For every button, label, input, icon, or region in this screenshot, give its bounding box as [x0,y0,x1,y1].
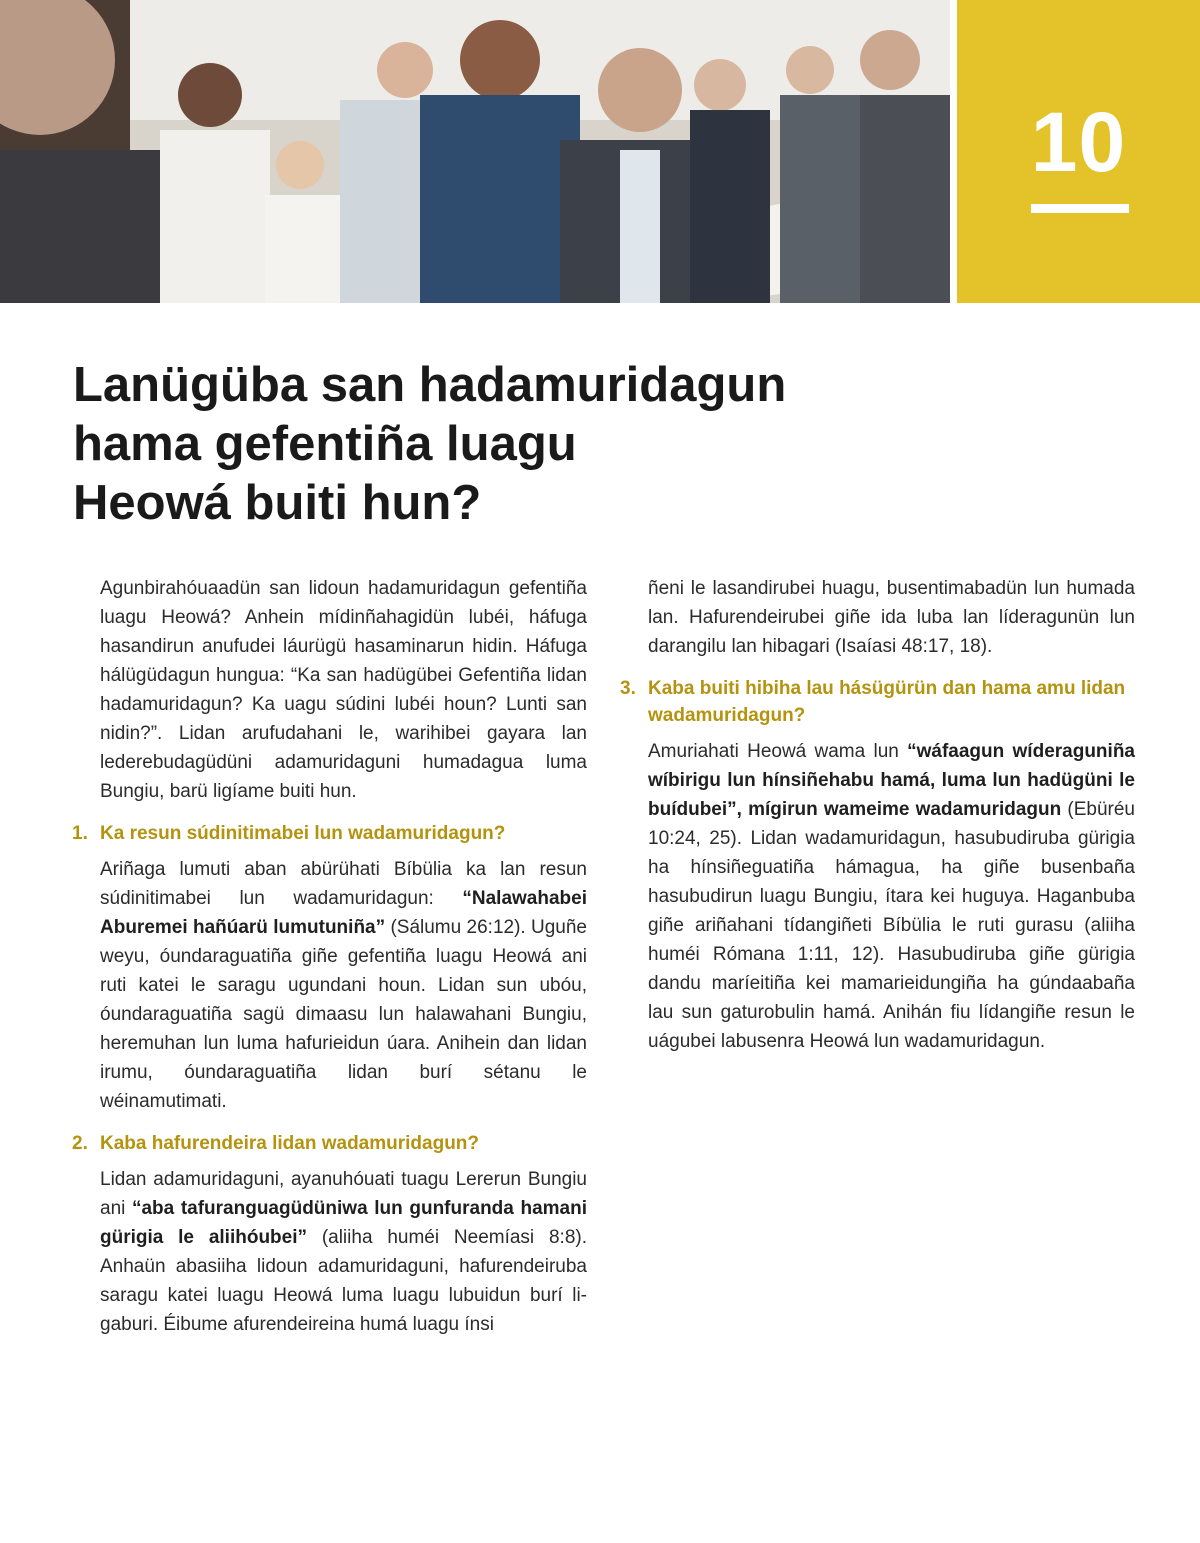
congregation-photo [0,0,950,303]
intro-paragraph: Agunbirahóuaadün san lidoun hadamuridagun gefentiña luagu Heowá? Anhein mídinñahagidün lubéi, háfuga hasandirun anufudei láurügü hasaminarun hidin. Háfuga hálügüdagun hungua: “Ka san hadügübei Gefentiña lidan hadamuridagun? Ka uagu súdini lubéi houn? Lunti san nidin?”. Lidan arufudahani le, warihibei gayara lan lederebudagüdüni adamuridaguni humadagua luma Bungiu, barü ligíame buiti hun. [100,578,587,802]
text-run: (Sálumu 26:12). Uguñe weyu, óundaraguatiña giñe gefentiña luagu Heowá ani ruti katei le saragu ugundani houn. Lidan sun ubóu, óundaraguatiña sagü dimaasu lun halawahani Bungiu, heremuhan lun luma hafurieidun úara. Anihein dan lidan irumu, óundaraguatiña lidan burí sétanu le wéinamutimati. [100,917,587,1112]
answer-paragraph-2 [100,1165,587,1339]
chapter-number: 10 [1030,95,1127,189]
answer-paragraph-3 [648,737,1135,1056]
scripture-quote: “wáfaagun wíderaguniña wíbirigu lun hínsiñehabu hamá, luma lun hadügüni le buídubei”, mígirun wameime wadamuridagun [648,741,1135,820]
text-run: Amuriahati Heowá wama lun [648,741,908,762]
title-line: hama gefentiña luagu [73,417,577,471]
answer-paragraph-2-continued: ñeni le lasandirubei huagu, busentimabadün lun humada lan. Hafurendeirubei giñe ida luba lan líderagunün lun darangilu lan hibagari (Isaíasi 48:17, 18). [648,578,1135,657]
question-heading-2 [72,1130,587,1157]
chapter-badge [957,0,1200,303]
question-heading-3 [620,675,1135,729]
question-text: Ka resun súdinitimabei lun wadamuridagun? [100,823,506,844]
page-title [73,356,853,533]
header-photo [0,0,950,303]
title-line: Heowá buiti hun? [73,476,482,530]
text-run: (Ebüréu 10:24, 25). Lidan wadamuridagun, hasubudiruba gürigia ha hínsiñeguatiña hámagua, ha giñe busenbaña hasubudirun luagu Bungiu, ítara kei huguya. Haganbuba giñe ariñahani tídangiñeti Bíbülia le ruti gurasu (aliiha huméi Rómana 1:11, 12). Hasubudiruba giñe gürigia dandu maríeitiña kei mamarieidungiña ha gúndaabaña lau sun gaturobulin hamá. Anihán fiu lídangiñe resun le uágubei labusenra Heowá lun wadamuridagun. [648,799,1136,1052]
text-run: Ariñaga lumuti aban abürühati Bíbülia ka lan resun súdinitimabei lun wadamuridagun: [100,859,587,909]
scripture-quote: “aba tafuranguagüdüniwa lun gunfuranda hamani gürigia le aliihóubei” [100,1198,587,1248]
question-text: Kaba buiti hibiha lau hásügürün dan hama amu lidan wadamuridagun? [648,678,1126,726]
title-line: Lanügüba san hadamuridagun [73,358,787,412]
right-column [620,574,1135,1070]
question-number: 2. [72,1133,88,1154]
text-run: (aliiha huméi Neemíasi 8:8). Anhaün abasiiha lidoun adamuridaguni, hafurendeiruba saragu katei luagu Heowá luma luagu lubuidun burí ligaburi. Éibume afurendeireina humá luagu ínsi [100,1227,587,1335]
text-run: Lidan adamuridaguni, ayanuhóuati tuagu Lererun Bungiu ani [100,1169,587,1219]
question-heading-1 [72,820,587,847]
question-number: 1. [72,823,88,844]
answer-paragraph-1 [100,855,587,1116]
scripture-quote: “Nalawahabei Aburemei hañúarü lumutuniña” [100,888,587,938]
question-number: 3. [620,678,636,699]
chapter-underline [1031,204,1129,213]
question-text: Kaba hafurendeira lidan wadamuridagun? [100,1133,480,1154]
left-column [72,574,587,1353]
